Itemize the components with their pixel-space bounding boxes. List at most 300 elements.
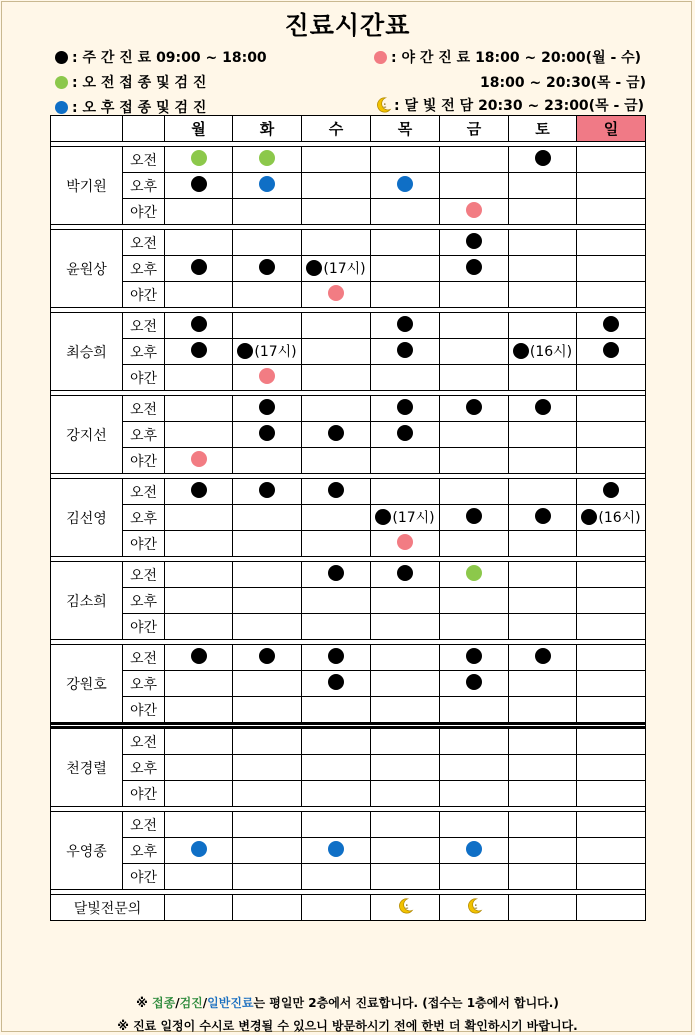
schedule-cell: [302, 671, 371, 697]
schedule-cell: [302, 199, 371, 225]
schedule-cell: [165, 479, 233, 505]
black-dot-icon: [397, 399, 413, 415]
schedule-cell: [371, 614, 440, 640]
schedule-mark: [535, 150, 551, 166]
schedule-mark: [191, 176, 207, 192]
schedule-row: [51, 838, 646, 864]
schedule-mark: [513, 341, 572, 361]
black-dot-icon: [259, 259, 275, 275]
schedule-cell: [440, 199, 509, 225]
legend-night: [374, 47, 641, 67]
green-dot-icon: [259, 150, 275, 166]
schedule-cell: [371, 588, 440, 614]
schedule-cell: [509, 147, 577, 173]
schedule-cell: [440, 365, 509, 391]
schedule-row: [51, 396, 646, 422]
schedule-cell: [371, 755, 440, 781]
schedule-cell: [165, 614, 233, 640]
black-dot-icon: [466, 674, 482, 690]
schedule-mark: [259, 259, 275, 275]
schedule-row: [51, 864, 646, 890]
schedule-cell: [165, 671, 233, 697]
schedule-mark: [191, 342, 207, 358]
green-dot-icon: [55, 76, 68, 89]
schedule-row: [51, 614, 646, 640]
pink-dot-icon: [191, 451, 207, 467]
hour-note: (17시): [323, 260, 366, 277]
schedule-cell: [302, 339, 371, 365]
schedule-cell: [302, 282, 371, 308]
schedule-cell: [302, 313, 371, 339]
schedule-cell: [165, 230, 233, 256]
schedule-cell: [440, 422, 509, 448]
schedule-cell: [302, 230, 371, 256]
schedule-cell: [440, 671, 509, 697]
pink-dot-icon: [328, 285, 344, 301]
schedule-cell: [371, 562, 440, 588]
doctor-name: 강원호: [51, 645, 123, 724]
schedule-cell: [233, 895, 302, 921]
schedule-mark: [328, 841, 344, 857]
schedule-cell: [371, 864, 440, 890]
shift-label: 오전: [123, 812, 165, 838]
schedule-row: [51, 282, 646, 308]
schedule-cell: [233, 396, 302, 422]
schedule-row: [51, 562, 646, 588]
legend-am: [55, 72, 206, 92]
doctor-name: 박기원: [51, 147, 123, 225]
schedule-cell: [371, 313, 440, 339]
schedule-mark: [191, 648, 207, 664]
schedule-mark: [603, 316, 619, 332]
schedule-cell: [302, 448, 371, 474]
black-dot-icon: [581, 509, 597, 525]
note-checkup: 검진: [179, 996, 203, 1010]
schedule-cell: [302, 838, 371, 864]
schedule-cell: [302, 256, 371, 282]
moon-doctor-row: [51, 895, 646, 921]
schedule-cell: [509, 614, 577, 640]
schedule-cell: [165, 422, 233, 448]
schedule-mark: [328, 425, 344, 441]
hour-note: (17시): [392, 509, 435, 526]
black-dot-icon: [191, 482, 207, 498]
schedule-cell: [509, 755, 577, 781]
page-title: 진료시간표: [284, 11, 411, 40]
schedule-cell: [165, 339, 233, 365]
schedule-mark: [328, 674, 344, 690]
schedule-cell: [165, 838, 233, 864]
legend-pm-label: : 오 후 접 종 및 검 진: [72, 100, 207, 116]
schedule-cell: [509, 505, 577, 531]
schedule-cell: [233, 365, 302, 391]
schedule-cell: [302, 147, 371, 173]
schedule-cell: [440, 728, 509, 755]
black-dot-icon: [191, 648, 207, 664]
schedule-cell: [577, 422, 646, 448]
schedule-mark: [237, 341, 296, 361]
schedule-cell: [509, 697, 577, 724]
note-separator: /: [202, 996, 208, 1010]
schedule-row: [51, 697, 646, 724]
schedule-mark: [466, 565, 482, 581]
note-line-2: ※ 진료 일정이 수시로 변경될 수 있으니 방문하시기 전에 한번 더 확인하시기 바랍니다.: [117, 1019, 578, 1033]
schedule-cell: [233, 812, 302, 838]
schedule-cell: [509, 728, 577, 755]
schedule-cell: [233, 697, 302, 724]
schedule-cell: [440, 230, 509, 256]
black-dot-icon: [603, 482, 619, 498]
schedule-cell: [577, 838, 646, 864]
schedule-cell: [371, 671, 440, 697]
black-dot-icon: [466, 399, 482, 415]
schedule-cell: [165, 396, 233, 422]
legend-night-2-label: 18:00 ~ 20:30(목 - 금): [480, 75, 647, 91]
schedule-cell: [302, 812, 371, 838]
schedule-cell: [302, 864, 371, 890]
note-line-1: [0, 994, 695, 1011]
schedule-cell: [440, 313, 509, 339]
shift-label: 오전: [123, 396, 165, 422]
schedule-mark: [191, 451, 207, 467]
schedule-cell: [165, 697, 233, 724]
shift-label: 오전: [123, 562, 165, 588]
black-dot-icon: [328, 648, 344, 664]
black-dot-icon: [328, 565, 344, 581]
schedule-mark: [466, 233, 482, 249]
shift-label: 오후: [123, 173, 165, 199]
schedule-cell: [509, 864, 577, 890]
schedule-cell: [165, 781, 233, 807]
schedule-cell: [440, 448, 509, 474]
schedule-cell: [371, 396, 440, 422]
schedule-cell: [577, 562, 646, 588]
schedule-cell: [371, 781, 440, 807]
schedule-cell: [577, 697, 646, 724]
pink-dot-icon: [374, 51, 387, 64]
schedule-cell: [233, 755, 302, 781]
pink-dot-icon: [466, 202, 482, 218]
schedule-cell: [577, 531, 646, 557]
schedule-cell: [165, 199, 233, 225]
shift-label: 야간: [123, 199, 165, 225]
black-dot-icon: [259, 425, 275, 441]
note-rest: 는 평일만 2층에서 진료합니다. (접수는 1층에서 합니다.): [253, 996, 559, 1010]
schedule-cell: [577, 448, 646, 474]
schedule-mark: [535, 508, 551, 524]
schedule-cell: [440, 781, 509, 807]
schedule-cell: [302, 728, 371, 755]
schedule-cell: [509, 256, 577, 282]
schedule-cell: [233, 531, 302, 557]
schedule-cell: [509, 812, 577, 838]
schedule-cell: [233, 479, 302, 505]
doctor-name: 강지선: [51, 396, 123, 474]
header-blank: [51, 116, 123, 142]
hour-note: (16시): [529, 343, 573, 360]
schedule-cell: [440, 396, 509, 422]
schedule-cell: [165, 895, 233, 921]
black-dot-icon: [513, 343, 529, 359]
schedule-cell: [165, 588, 233, 614]
schedule-mark: [466, 674, 482, 690]
schedule-row: [51, 505, 646, 531]
schedule-cell: [165, 531, 233, 557]
schedule-cell: [509, 895, 577, 921]
shift-label: 야간: [123, 448, 165, 474]
pink-dot-icon: [397, 534, 413, 550]
schedule-cell: [233, 313, 302, 339]
shift-label: 오후: [123, 755, 165, 781]
legend-night-2: [480, 72, 646, 92]
schedule-cell: [509, 531, 577, 557]
schedule-cell: [509, 365, 577, 391]
schedule-cell: [509, 199, 577, 225]
schedule-mark: [259, 176, 275, 192]
schedule-row: [51, 645, 646, 671]
schedule-cell: [577, 755, 646, 781]
schedule-mark: [259, 368, 275, 384]
schedule-cell: [371, 173, 440, 199]
schedule-row: [51, 781, 646, 807]
schedule-row: [51, 173, 646, 199]
schedule-cell: [302, 755, 371, 781]
schedule-row: [51, 728, 646, 755]
schedule-cell: [302, 645, 371, 671]
schedule-cell: [509, 671, 577, 697]
schedule-cell: [577, 313, 646, 339]
schedule-row: [51, 479, 646, 505]
schedule-cell: [509, 339, 577, 365]
schedule-cell: [233, 448, 302, 474]
note-separator: /: [175, 996, 180, 1010]
black-dot-icon: [397, 342, 413, 358]
schedule-mark: [466, 648, 482, 664]
schedule-cell: [233, 282, 302, 308]
shift-label: 오후: [123, 339, 165, 365]
schedule-cell: [371, 697, 440, 724]
schedule-cell: [233, 645, 302, 671]
schedule-cell: [440, 838, 509, 864]
schedule-cell: [577, 365, 646, 391]
blue-dot-icon: [191, 841, 207, 857]
schedule-cell: [371, 199, 440, 225]
black-dot-icon: [466, 508, 482, 524]
schedule-cell: [165, 282, 233, 308]
schedule-cell: [371, 895, 440, 921]
shift-label: 야간: [123, 531, 165, 557]
schedule-mark: [328, 648, 344, 664]
schedule-cell: [509, 313, 577, 339]
schedule-cell: [233, 256, 302, 282]
schedule-mark: [397, 425, 413, 441]
schedule-cell: [440, 531, 509, 557]
schedule-cell: [577, 256, 646, 282]
schedule-cell: [509, 422, 577, 448]
schedule-mark: [466, 508, 482, 524]
schedule-mark: [259, 150, 275, 166]
schedule-cell: [440, 864, 509, 890]
schedule-row: [51, 230, 646, 256]
green-dot-icon: [191, 150, 207, 166]
schedule-cell: [233, 199, 302, 225]
header-day: 월: [165, 116, 233, 142]
schedule-cell: [233, 588, 302, 614]
schedule-cell: [302, 365, 371, 391]
header-day: 토: [509, 116, 577, 142]
schedule-cell: [302, 588, 371, 614]
schedule-row: [51, 755, 646, 781]
schedule-cell: [233, 147, 302, 173]
black-dot-icon: [191, 316, 207, 332]
schedule-row: [51, 422, 646, 448]
doctor-name: 김소희: [51, 562, 123, 640]
schedule-cell: [371, 230, 440, 256]
schedule-cell: [233, 505, 302, 531]
schedule-cell: [440, 562, 509, 588]
black-dot-icon: [328, 482, 344, 498]
schedule-mark: [466, 399, 482, 415]
shift-label: 오후: [123, 838, 165, 864]
schedule-mark: [191, 259, 207, 275]
schedule-cell: [233, 422, 302, 448]
schedule-cell: [577, 147, 646, 173]
schedule-cell: [577, 199, 646, 225]
header-day: 목: [371, 116, 440, 142]
legend-day-label: : 주 간 진 료 09:00 ~ 18:00: [72, 50, 267, 66]
schedule-cell: [440, 588, 509, 614]
schedule-row: [51, 365, 646, 391]
schedule-mark: [397, 565, 413, 581]
shift-label: 오전: [123, 313, 165, 339]
legend-moon: [374, 95, 644, 115]
black-dot-icon: [466, 259, 482, 275]
schedule-cell: [302, 697, 371, 724]
black-dot-icon: [397, 425, 413, 441]
shift-label: 오후: [123, 588, 165, 614]
schedule-cell: [577, 645, 646, 671]
black-dot-icon: [397, 316, 413, 332]
schedule-cell: [440, 339, 509, 365]
schedule-cell: [165, 812, 233, 838]
black-dot-icon: [603, 342, 619, 358]
doctor-name: 천경렬: [51, 728, 123, 807]
schedule-cell: [440, 755, 509, 781]
schedule-mark: [397, 399, 413, 415]
shift-label: 야간: [123, 614, 165, 640]
schedule-mark: [535, 399, 551, 415]
schedule-cell: [577, 864, 646, 890]
schedule-row: [51, 256, 646, 282]
note-vaccination: 접종: [152, 996, 176, 1010]
black-dot-icon: [191, 259, 207, 275]
schedule-cell: [577, 230, 646, 256]
schedule-cell: [371, 728, 440, 755]
schedule-cell: [233, 614, 302, 640]
schedule-cell: [577, 614, 646, 640]
schedule-cell: [509, 645, 577, 671]
schedule-cell: [509, 838, 577, 864]
schedule-mark: [466, 202, 482, 218]
schedule-row: [51, 531, 646, 557]
shift-label: 오전: [123, 479, 165, 505]
schedule-cell: [577, 588, 646, 614]
schedule-mark: [328, 565, 344, 581]
schedule-cell: [233, 838, 302, 864]
schedule-mark: [603, 342, 619, 358]
schedule-cell: [233, 562, 302, 588]
schedule-cell: [302, 505, 371, 531]
schedule-cell: [165, 755, 233, 781]
schedule-cell: [371, 256, 440, 282]
schedule-cell: [233, 339, 302, 365]
shift-label: 야간: [123, 864, 165, 890]
doctor-name: 우영종: [51, 812, 123, 890]
shift-label: 오전: [123, 728, 165, 755]
black-dot-icon: [55, 51, 68, 64]
schedule-cell: [440, 812, 509, 838]
schedule-cell: [440, 645, 509, 671]
schedule-cell: [577, 781, 646, 807]
doctor-name: 윤원상: [51, 230, 123, 308]
header-blank-2: [123, 116, 165, 142]
blue-dot-icon: [259, 176, 275, 192]
schedule-cell: [577, 479, 646, 505]
schedule-cell: [233, 728, 302, 755]
moon-icon: [396, 897, 414, 915]
schedule-cell: [440, 173, 509, 199]
black-dot-icon: [603, 316, 619, 332]
black-dot-icon: [535, 648, 551, 664]
schedule-cell: [302, 479, 371, 505]
shift-label: 오전: [123, 147, 165, 173]
schedule-cell: [302, 173, 371, 199]
schedule-cell: [440, 282, 509, 308]
black-dot-icon: [191, 176, 207, 192]
note-prefix: ※: [136, 996, 152, 1010]
schedule-cell: [371, 645, 440, 671]
schedule-cell: [165, 448, 233, 474]
black-dot-icon: [328, 425, 344, 441]
schedule-cell: [509, 230, 577, 256]
schedule-mark: [466, 259, 482, 275]
moon-icon: [465, 897, 483, 915]
schedule-cell: [440, 505, 509, 531]
black-dot-icon: [259, 648, 275, 664]
schedule-cell: [302, 531, 371, 557]
schedule-cell: [233, 781, 302, 807]
schedule-mark: [397, 342, 413, 358]
shift-label: 야간: [123, 781, 165, 807]
schedule-cell: [577, 339, 646, 365]
schedule-cell: [165, 173, 233, 199]
doctor-name: 최승희: [51, 313, 123, 391]
schedule-cell: [233, 173, 302, 199]
schedule-mark: [328, 285, 344, 301]
black-dot-icon: [466, 648, 482, 664]
schedule-mark: [259, 399, 275, 415]
schedule-cell: [371, 365, 440, 391]
schedule-cell: [509, 479, 577, 505]
schedule-mark: [603, 482, 619, 498]
black-dot-icon: [328, 674, 344, 690]
black-dot-icon: [535, 150, 551, 166]
schedule-cell: [440, 479, 509, 505]
schedule-cell: [509, 173, 577, 199]
schedule-cell: [371, 505, 440, 531]
black-dot-icon: [306, 260, 322, 276]
schedule-cell: [302, 562, 371, 588]
